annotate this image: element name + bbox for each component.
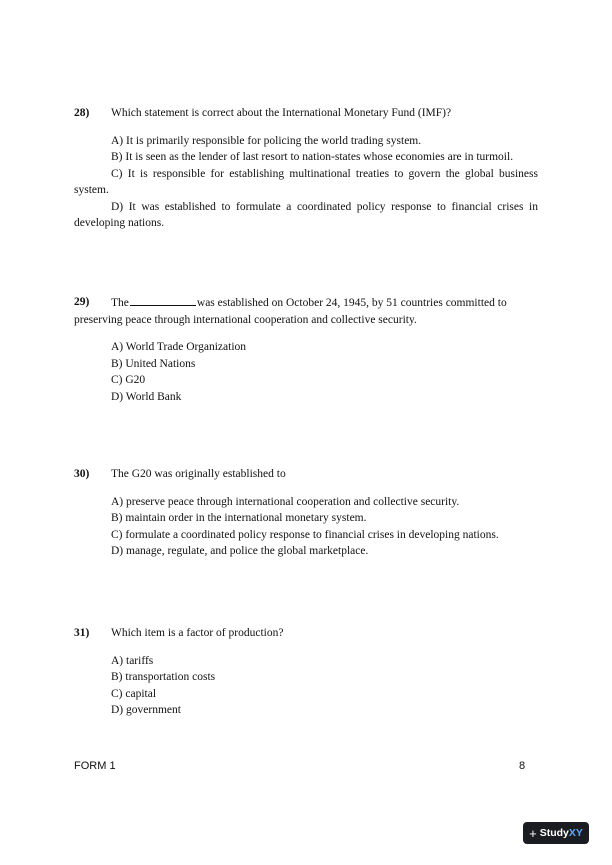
question-29 bbox=[74, 294, 538, 405]
brand-text: StudyXY bbox=[539, 827, 583, 839]
options-list bbox=[74, 339, 538, 405]
option-b: B) It is seen as the lender of last resort to nation-states whose economies are in turmoil. bbox=[111, 151, 514, 163]
option-c: C) capital bbox=[111, 687, 157, 700]
option-d: D) government bbox=[111, 704, 181, 716]
stem-before-blank: The bbox=[111, 297, 129, 309]
footer-form-label: FORM 1 bbox=[74, 760, 116, 772]
footer-page-number: 8 bbox=[519, 760, 526, 772]
options-list bbox=[74, 133, 538, 232]
question-stem: Which item is a factor of production? bbox=[111, 627, 284, 639]
question-stem: Which statement is correct about the International Monetary Fund (IMF)? bbox=[111, 107, 452, 119]
plus-icon: + bbox=[529, 825, 537, 841]
option-b: B) transportation costs bbox=[111, 671, 216, 683]
option-d: D) World Bank bbox=[111, 390, 182, 403]
question-30 bbox=[74, 466, 538, 560]
question-number: 28) bbox=[74, 107, 90, 119]
question-number: 31) bbox=[74, 627, 90, 639]
stem-after-blank: was established on October 24, 1945, by 51 countries committed to preserving peace through international cooperation and collective security. bbox=[74, 297, 507, 326]
option-c: C) formulate a coordinated policy response to financial crises in developing nations. bbox=[111, 528, 499, 541]
options-list bbox=[74, 494, 538, 560]
option-a: A) preserve peace through international cooperation and collective security. bbox=[111, 495, 460, 508]
fill-in-blank bbox=[130, 294, 196, 306]
option-b: B) United Nations bbox=[111, 357, 196, 370]
option-d: D) It was established to formulate a coordinated policy response to financial crises in developing nations. bbox=[74, 200, 538, 229]
question-number: 30) bbox=[74, 468, 90, 480]
option-d: D) manage, regulate, and police the global marketplace. bbox=[111, 545, 369, 557]
question-stem: The G20 was originally established to bbox=[111, 468, 286, 480]
options-list bbox=[74, 653, 538, 719]
question-stem bbox=[74, 294, 538, 328]
option-b: B) maintain order in the international monetary system. bbox=[111, 512, 367, 524]
studyxy-badge[interactable] bbox=[523, 822, 589, 844]
question-28 bbox=[74, 105, 538, 232]
option-c: C) G20 bbox=[111, 374, 146, 386]
option-a: A) World Trade Organization bbox=[111, 341, 247, 353]
option-a: A) tariffs bbox=[111, 654, 154, 667]
option-c: C) It is responsible for establishing multinational treaties to govern the global business system. bbox=[74, 167, 538, 196]
option-a: A) It is primarily responsible for policing the world trading system. bbox=[111, 134, 422, 147]
question-number: 29) bbox=[74, 296, 90, 308]
question-31 bbox=[74, 625, 538, 719]
